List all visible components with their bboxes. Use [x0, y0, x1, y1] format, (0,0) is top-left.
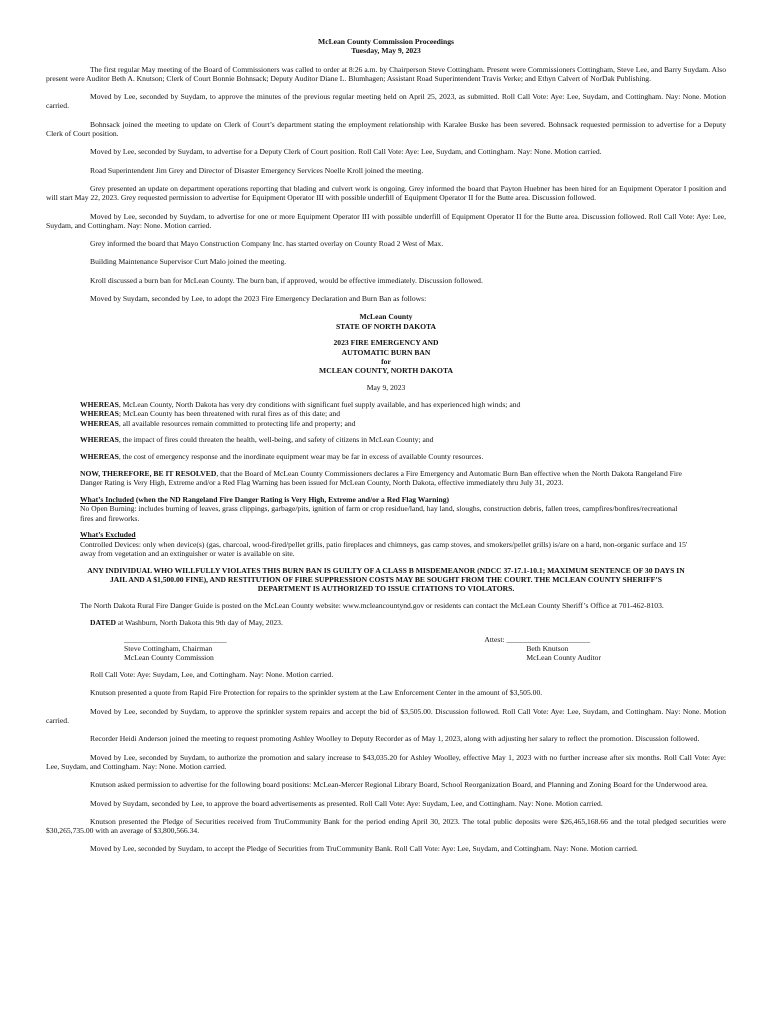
excluded-heading: [80, 530, 692, 539]
whereas-clause: [80, 419, 692, 428]
whereas-clause: [80, 435, 692, 444]
resolved-text: , that the Board of McLean County Commissioners declares a Fire Emergency and Automatic Burn Ban effective when the North Dakota Rangeland Fire Danger Rating is Very High, Extreme and/or a Red Flag Warning has been issued for McLean County, North Dakota, effective immediately thru July 31, 2023.: [80, 468, 682, 488]
whereas-text: , all available resources remain committed to protecting life and property; and: [118, 418, 356, 428]
declaration-title-line: for: [381, 357, 391, 367]
included-label: What’s Included: [80, 495, 134, 504]
dated-line: [80, 618, 692, 627]
auditor-name: Beth Knutson: [526, 644, 569, 654]
declaration-state: STATE OF NORTH DAKOTA: [335, 321, 437, 331]
resolved-label: NOW, THEREFORE, BE IT RESOLVED: [80, 468, 217, 478]
dated-label: DATED: [90, 617, 117, 627]
whereas-label: WHEREAS: [80, 409, 119, 419]
meeting-date: Tuesday, May 9, 2023: [351, 46, 421, 56]
paragraph: Moved by Suydam, seconded by Lee, to approve the board advertisements as presented. Roll Call Vote: Aye: Suydam, Lee, and Cottingham. Nay: None. Motion carried.: [90, 798, 603, 808]
included-condition: (when the ND Rangeland Fire Danger Rating is Very High, Extreme and/or a Red Flag Warning): [133, 495, 450, 504]
whereas-label: WHEREAS: [80, 452, 119, 462]
declaration-date: May 9, 2023: [366, 383, 406, 393]
attest-label: Attest:: [484, 634, 507, 644]
document-title: McLean County Commission Proceedings: [318, 37, 454, 46]
paragraph: The first regular May meeting of the Board of Commissioners was called to order at 8:26 a.m. by Chairperson Steve Cottingham. Present were Commissioners Cottingham, Steve Lee, and Barry Suydam. Also present were Auditor Beth A. Knutson; Clerk of Court Bonnie Bohnsack; Deputy Auditor Diane L. Blumhagen; Assistant Road Superintendent Travis Verke; and Ethyn Calvert of NorDak Publishing.: [46, 64, 726, 83]
excluded-label: What’s Excluded: [80, 530, 136, 540]
declaration-roll-call: Roll Call Vote: Aye: Suydam, Lee, and Cottingham. Nay: None. Motion carried.: [90, 670, 334, 680]
attest-line: [484, 635, 601, 644]
dated-text: at Washburn, North Dakota this 9th day of May, 2023.: [116, 617, 283, 627]
chairman-title: McLean County Commission: [124, 653, 214, 663]
paragraph: Moved by Suydam, seconded by Lee, to adopt the 2023 Fire Emergency Declaration and Burn Ban as follows:: [90, 294, 427, 304]
paragraph: Kroll discussed a burn ban for McLean County. The burn ban, if approved, would be effective immediately. Discussion followed.: [90, 275, 483, 285]
whereas-text: , McLean County, North Dakota has very dry conditions with significant fuel supply available, and has experienced high winds; and: [118, 399, 521, 409]
whereas-clause: [80, 409, 692, 418]
excluded-text: Controlled Devices: only when device(s) (gas, charcoal, wood-fired/pellet grills, patio fireplaces and chimneys, gas camp stoves, and smokers/pellet grills) is/are on a hard, non-organic surface and 15' away from vegetation and an extinguisher or water is available on site.: [80, 539, 688, 558]
signature-block: [46, 635, 726, 663]
whereas-text: , the cost of emergency response and the inordinate equipment wear may be far in excess of available County resources.: [118, 452, 484, 462]
whereas-label: WHEREAS: [80, 435, 119, 445]
paragraph: Moved by Lee, seconded by Suydam, to approve the minutes of the previous regular meeting held on April 25, 2023, as submitted. Roll Call Vote: Aye: Lee, Suydam, and Cottingham. Nay: None. Motion carried.: [46, 92, 726, 111]
auditor-title: McLean County Auditor: [526, 653, 601, 663]
paragraph: Bohnsack joined the meeting to update on Clerk of Court’s department stating the employment relationship with Karalee Buske has been severed. Bohnsack requested permission to advertise for a Deputy Clerk of Court position.: [46, 119, 726, 139]
declaration-county: McLean County: [359, 312, 413, 322]
signature-line: ______________________: [506, 634, 591, 644]
penalty-warning: ANY INDIVIDUAL WHO WILLFULLY VIOLATES THIS BURN BAN IS GUILTY OF A CLASS B MISDEMEANOR (NDCC 37-17.1-10.1; MAXIMUM SENTENCE OF 30 DAYS IN JAIL AND A $1,500.00 FINE), AND RESTITUTION OF FIRE SUPPRESSION COSTS MAY BE SOUGHT FROM THE COURT. THE MCLEAN COUNTY SHERIFF’S DEPARTMENT IS AUTHORIZED TO ISSUE CITATIONS TO VIOLATORS.: [87, 565, 685, 594]
paragraph: Grey informed the board that Mayo Construction Company Inc. has started overlay on County Road 2 West of Max.: [90, 239, 444, 249]
declaration-title-line: AUTOMATIC BURN BAN: [341, 347, 431, 357]
paragraph: Building Maintenance Supervisor Curt Malo joined the meeting.: [90, 257, 287, 267]
whereas-clause: [80, 452, 692, 461]
declaration-title-line: MCLEAN COUNTY, NORTH DAKOTA: [319, 366, 453, 376]
paragraph: Moved by Lee, seconded by Suydam, to authorize the promotion and salary increase to $43,035.20 for Ashley Woolley, effective May 1, 2023 with no further increase after six months. Roll Call Vote: Aye: Lee, Suydam, and Cottingham. Nay: None. Motion carried.: [46, 752, 726, 771]
chairman-name: Steve Cottingham, Chairman: [124, 644, 213, 654]
auditor-signature: [484, 635, 601, 663]
paragraph: Recorder Heidi Anderson joined the meeting to request promoting Ashley Woolley to Deputy Recorder as of May 1, 2023, along with adjusting her salary to reflect the promotion. Discussion followed.: [90, 734, 700, 744]
included-text: No Open Burning: includes burning of leaves, grass clippings, garbage/pits, ignition of farm or crop residue/land, hay land, sloughs, construction debris, fallen trees, campfires/bonfires/recreational fires and fireworks.: [80, 504, 678, 523]
paragraph: Moved by Lee, seconded by Suydam, to accept the Pledge of Securities from TruCommunity Bank. Roll Call Vote: Aye: Lee, Suydam, and Cottingham. Nay: None. Motion carried.: [90, 844, 638, 854]
paragraph: Knutson asked permission to advertise for the following board positions: McLean-Mercer Regional Library Board, School Reorganization Board, and Planning and Zoning Board for the Underwood area.: [90, 780, 708, 790]
included-heading: [80, 495, 692, 504]
fire-danger-guide: The North Dakota Rural Fire Danger Guide is posted on the McLean County website: www.mcleancountynd.gov or residents can contact the McLean County Sheriff’s Office at 701-462-8103.: [80, 601, 664, 611]
whereas-text: ; McLean County has been threatened with rural fires as of this date; and: [118, 409, 341, 419]
signature-line: ___________________________: [124, 634, 227, 644]
whereas-text: , the impact of fires could threaten the health, well-being, and safety of citizens in McLean County; and: [118, 435, 434, 445]
declaration-body: [46, 400, 726, 627]
burn-ban-declaration: [46, 312, 726, 679]
paragraph: Moved by Lee, seconded by Suydam, to advertise for one or more Equipment Operator III with possible underfill of Equipment Operator II for the Butte area. Discussion followed. Roll Call Vote: Aye: Lee, Suydam, and Cottingham. Nay: None. Motion carried.: [46, 211, 726, 230]
paragraph: Moved by Lee, seconded by Suydam, to advertise for a Deputy Clerk of Court position. Roll Call Vote: Aye: Lee, Suydam, and Cottingham. Nay: None. Motion carried.: [90, 147, 602, 157]
whereas-label: WHEREAS: [80, 418, 119, 428]
whereas-label: WHEREAS: [80, 399, 119, 409]
declaration-title-line: 2023 FIRE EMERGENCY AND: [333, 338, 439, 348]
paragraph: Road Superintendent Jim Grey and Director of Disaster Emergency Services Noelle Kroll joined the meeting.: [90, 165, 424, 175]
whereas-clause: [80, 400, 692, 409]
resolved-clause: [80, 469, 692, 488]
paragraph: Knutson presented a quote from Rapid Fire Protection for repairs to the sprinkler system at the Law Enforcement Center in the amount of $3,505.00.: [90, 688, 543, 698]
paragraph: Grey presented an update on department operations reporting that blading and culvert work is ongoing. Grey informed the board that Payton Huebner has been hired for an Equipment Operator I position and will start May 22, 2023. Grey requested permission to advertise for Equipment Operator III with possible underfill of Equipment Operator II for the Butte area. Discussion followed.: [46, 183, 726, 203]
paragraph: Moved by Lee, seconded by Suydam, to approve the sprinkler system repairs and accept the bid of $3,505.00. Discussion followed. Roll Call Vote: Aye: Lee, Suydam, and Cottingham. Nay: None. Motion carried.: [46, 706, 726, 726]
paragraph: Knutson presented the Pledge of Securities received from TruCommunity Bank for the period ending April 30, 2023. The total public deposits were $26,465,168.66 and the total pledged securities were $30,265,735.00 with an average of $3,800,566.34.: [46, 816, 726, 836]
chairman-signature: [124, 635, 227, 663]
